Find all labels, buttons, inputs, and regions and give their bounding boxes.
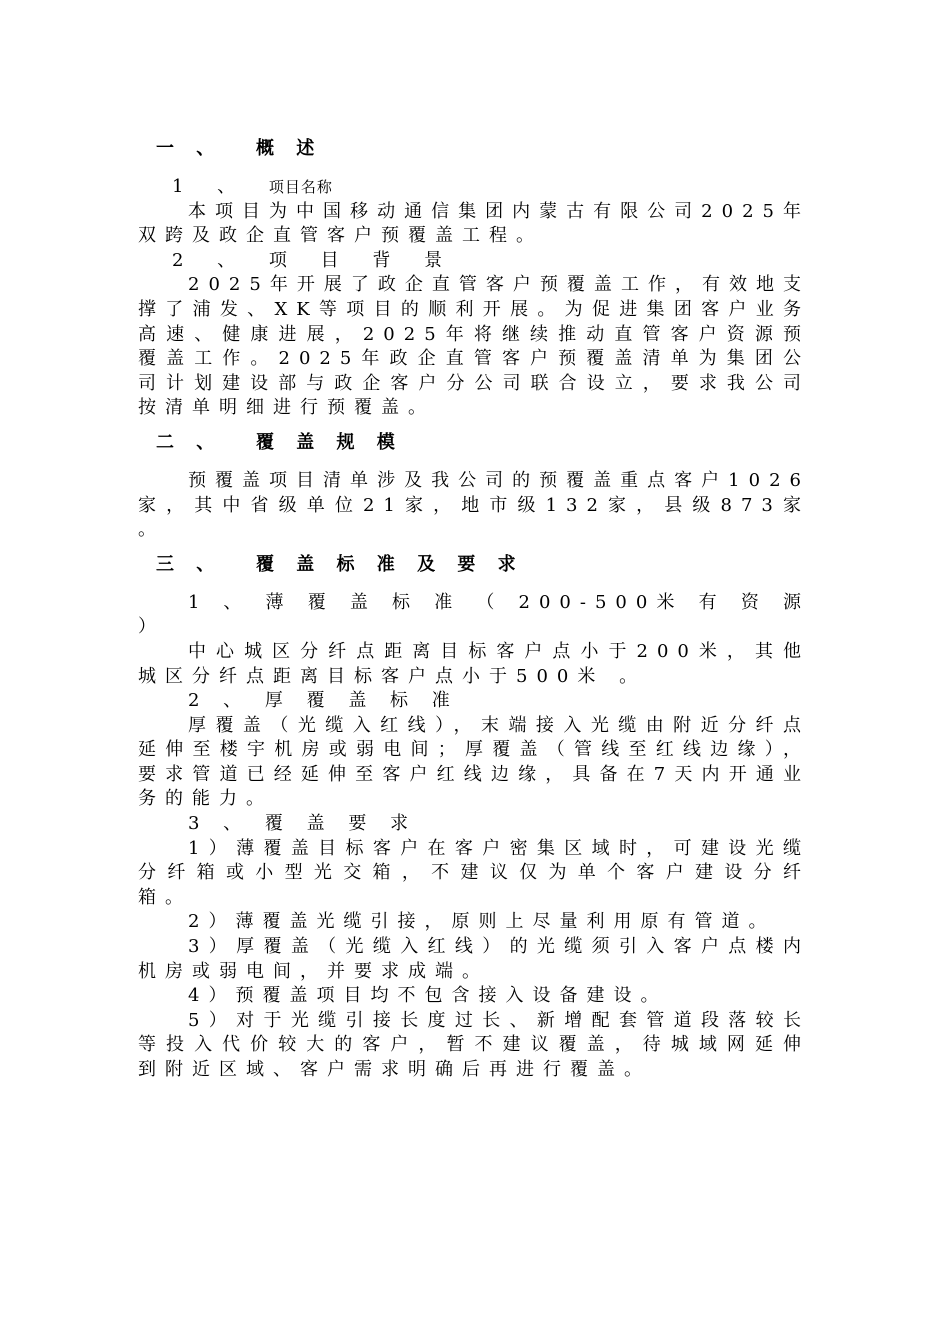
subheading-title: 项 目 背 景 (268, 249, 457, 271)
subheading-thick-coverage: 2 、 厚 覆 盖 标 准 (188, 690, 459, 712)
section-number: 一 、 (156, 138, 223, 159)
subheading-title: 项目名称 (268, 178, 333, 196)
section-title: 覆 盖 标 准 及 要 求 (256, 553, 524, 575)
section-title: 覆 盖 规 模 (256, 431, 403, 453)
section-number: 二 、 (156, 431, 223, 453)
subheading-number: 2 、 (172, 249, 250, 271)
subheading-thin-coverage: 1 、 薄 覆 盖 标 准 （ 200-500米 有 资 源 ） (138, 591, 810, 638)
paragraph-background: 2025年开展了政企直管客户预覆盖工作，有效地支撑了浦发、XK等项目的顺利开展。为促进集团客户业务高速、健康进展，2025年将继续推动直管客户资源预覆盖工作。2025年政企直管客户预覆盖清单为集团公司计划建设部与政企客户分公司联合设立，要求我公司按清单明细进行预覆盖。 (138, 274, 810, 419)
subheading-number: 1 、 (172, 176, 250, 197)
paragraph-thick-coverage: 厚覆盖（光缆入红线），末端接入光缆由附近分纤点延伸至楼宇机房或弱电间；厚覆盖（管线至红线边缘），要求管道已经延伸至客户红线边缘，具备在7天内开通业务的能力。 (138, 714, 810, 810)
requirement-item: 4）预覆盖项目均不包含接入设备建设。 (188, 985, 668, 1007)
section-title: 概 述 (256, 138, 323, 159)
paragraph-project-name: 本项目为中国移动通信集团内蒙古有限公司2025年双跨及政企直管客户预覆盖工程。 (138, 200, 810, 247)
section-heading-overview (138, 137, 810, 161)
paragraph-scale: 预覆盖项目清单涉及我公司的预覆盖重点客户1026家，其中省级单位21家，地市级132家，县级873家 。 (138, 469, 810, 541)
section-number: 三 、 (156, 553, 223, 575)
subheading-requirements: 3 、 覆 盖 要 求 (188, 813, 418, 835)
section-heading-scale (138, 431, 810, 455)
requirement-item: 1）薄覆盖目标客户在客户密集区域时，可建设光缆分纤箱或小型光交箱，不建议仅为单个客户建设分纤箱。 (138, 837, 810, 908)
document-body (138, 137, 810, 1083)
paragraph-thin-coverage: 中心城区分纤点距离目标客户点小于200米，其他城区分纤点距离目标客户点小于500米 。 (138, 640, 810, 687)
subheading-project-name (138, 175, 810, 200)
section-heading-standards (138, 553, 810, 577)
requirement-item: 5）对于光缆引接长度过长、新增配套管道段落较长等投入代价较大的客户，暂不建议覆盖，待城域网延伸到附近区域、客户需求明确后再进行覆盖。 (138, 1009, 810, 1080)
requirement-item: 3）厚覆盖（光缆入红线）的光缆须引入客户点楼内机房或弱电间，并要求成端。 (138, 936, 810, 982)
requirement-item: 2）薄覆盖光缆引接，原则上尽量利用原有管道。 (188, 911, 776, 933)
subheading-background (138, 249, 810, 274)
